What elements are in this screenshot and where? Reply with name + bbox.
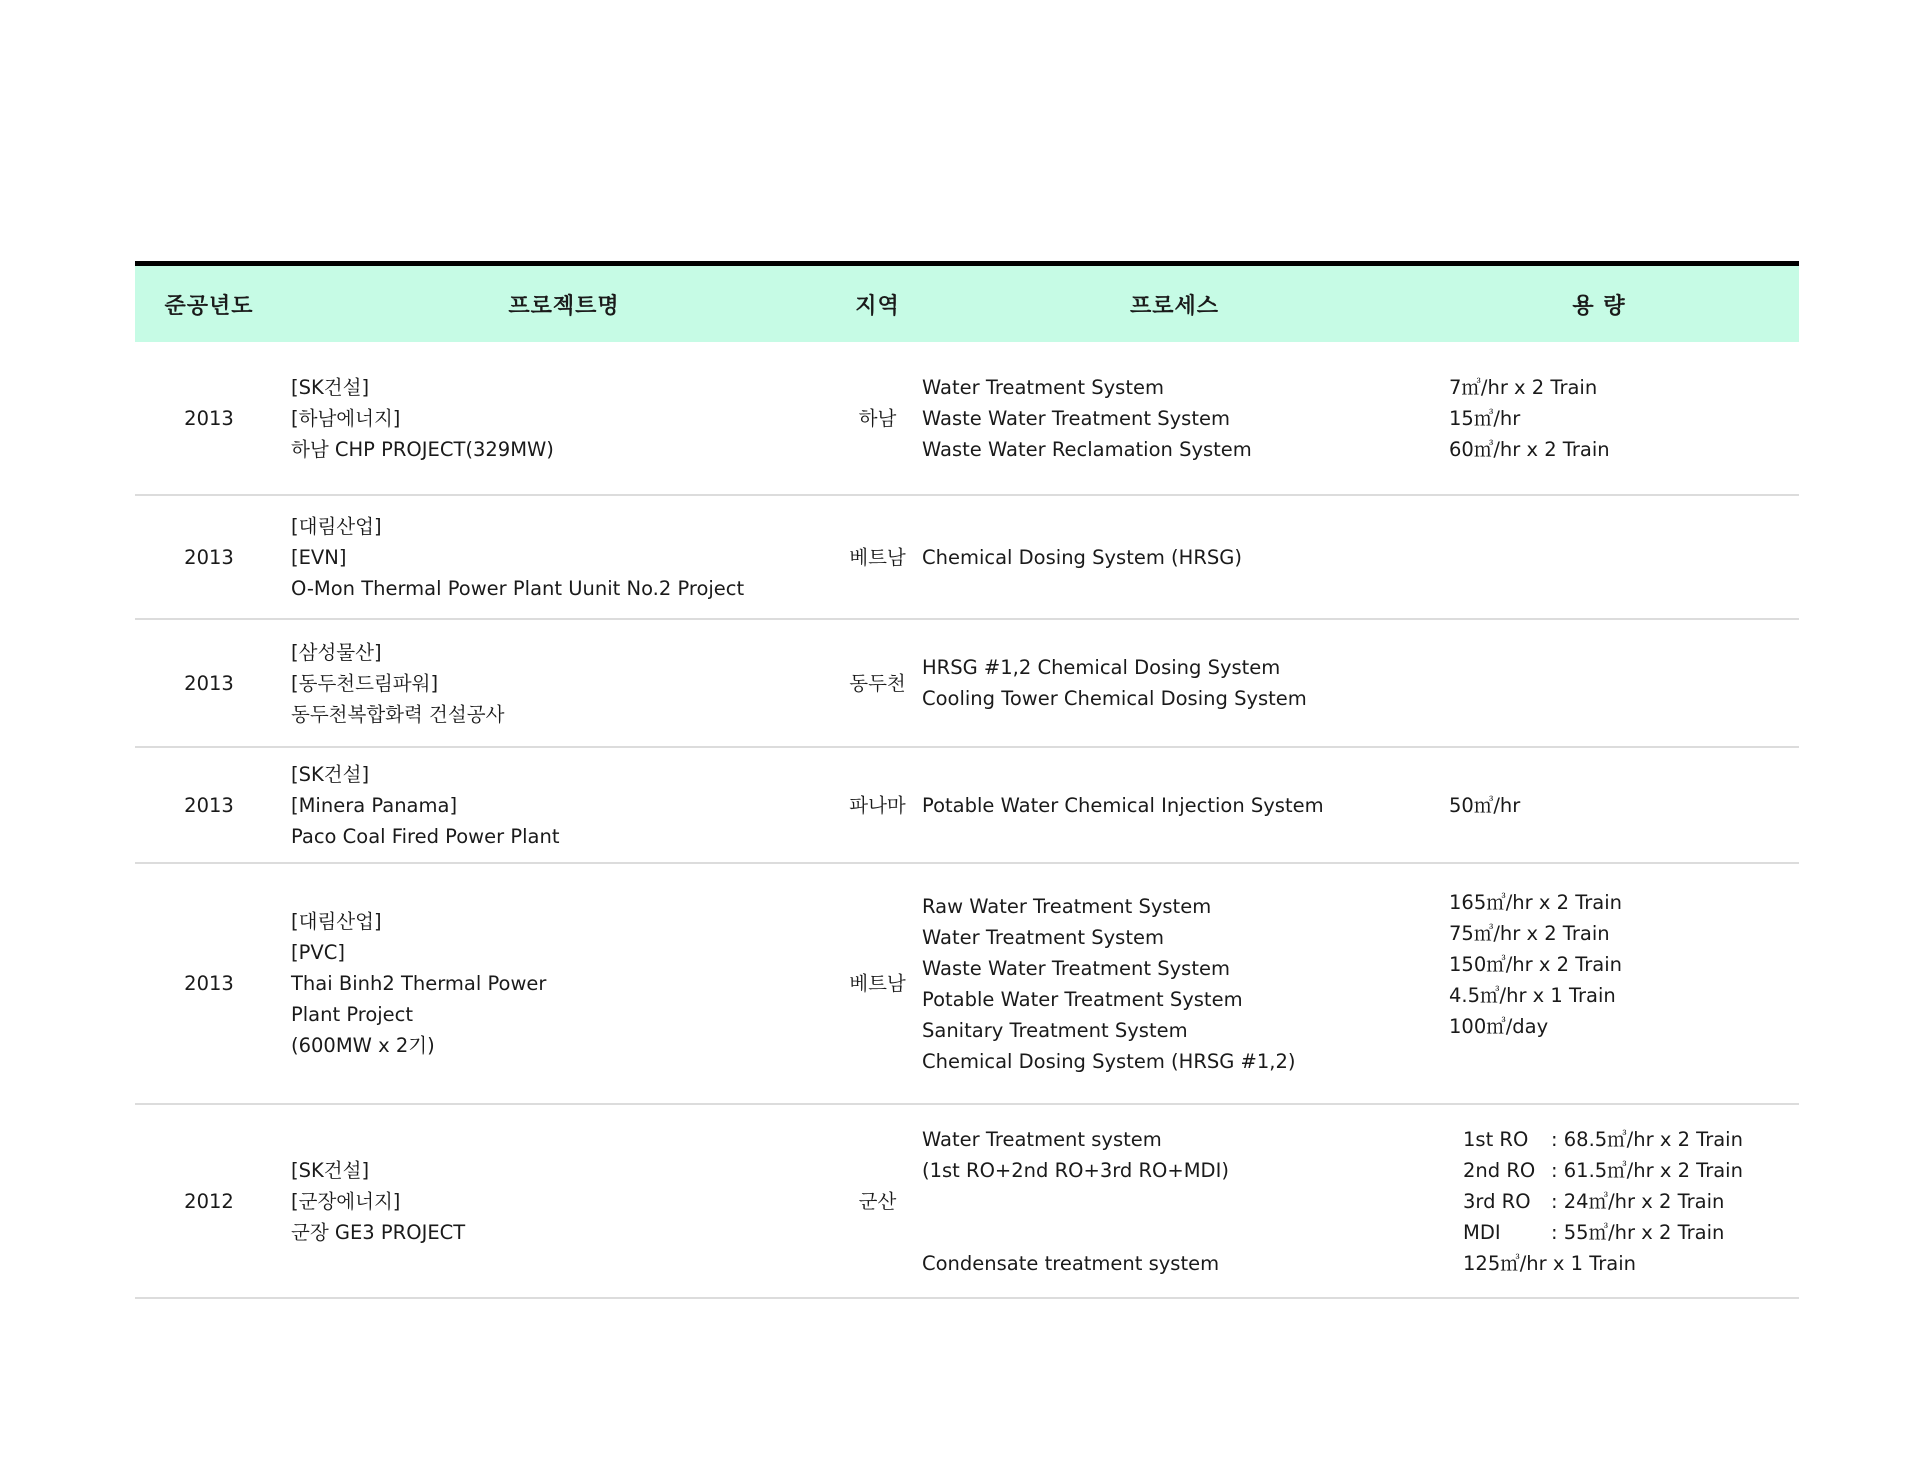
capacity-cell — [1439, 747, 1799, 863]
region-cell: 파나마 — [845, 747, 910, 863]
project-line: 동두천복합화력 건설공사 — [291, 702, 505, 726]
capacity-cell — [1439, 619, 1799, 747]
process-line: Water Treatment System — [922, 375, 1164, 399]
process-cell — [910, 1104, 1439, 1298]
capacity-stage-value: : 68.5㎥/hr x 2 Train — [1551, 1127, 1743, 1151]
process-line: Waste Water Treatment System — [922, 956, 1230, 980]
project-line: [SK건설] — [291, 375, 370, 399]
process-line: Raw Water Treatment System — [922, 894, 1212, 918]
year-cell: 2013 — [135, 495, 283, 619]
process-line: Potable Water Chemical Injection System — [922, 793, 1324, 817]
table-row — [135, 342, 1799, 495]
year-cell: 2013 — [135, 863, 283, 1104]
project-line: (600MW x 2기) — [291, 1034, 435, 1057]
region-cell: 하남 — [845, 342, 910, 495]
project-line: [EVN] — [291, 545, 347, 569]
capacity-stage-value: : 24㎥/hr x 2 Train — [1551, 1189, 1725, 1213]
process-cell — [910, 495, 1439, 619]
capacity-stage-label: 2nd RO — [1463, 1158, 1536, 1182]
process-cell — [910, 747, 1439, 863]
year-cell: 2012 — [135, 1104, 283, 1298]
process-line: Waste Water Treatment System — [922, 406, 1230, 430]
project-cell — [283, 1104, 845, 1298]
project-line: [군장에너지] — [291, 1189, 401, 1213]
project-line: 하남 CHP PROJECT(329MW) — [291, 437, 554, 461]
process-line: Chemical Dosing System (HRSG #1,2) — [922, 1049, 1296, 1073]
process-line: Cooling Tower Chemical Dosing System — [922, 687, 1307, 710]
header-process: 프로세스 — [910, 266, 1439, 342]
capacity-line: 4.5㎥/hr x 1 Train — [1449, 984, 1616, 1007]
capacity-ro-list — [1449, 1124, 1799, 1248]
project-cell — [283, 495, 845, 619]
process-line: Waste Water Reclamation System — [922, 437, 1252, 461]
capacity-stage-value: : 55㎥/hr x 2 Train — [1551, 1220, 1725, 1244]
project-line: [SK건설] — [291, 762, 370, 786]
capacity-line: 100㎥/day — [1449, 1015, 1549, 1038]
table-row — [135, 863, 1799, 1104]
project-line: [SK건설] — [291, 1158, 370, 1182]
process-cell — [910, 863, 1439, 1104]
capacity-line: 50㎥/hr — [1449, 793, 1521, 817]
capacity-stage-label: 3rd RO — [1463, 1189, 1531, 1213]
capacity-line: 15㎥/hr — [1449, 406, 1521, 430]
header-region: 지역 — [845, 266, 910, 342]
header-project: 프로젝트명 — [283, 266, 845, 342]
project-line: Thai Binh2 Thermal Power — [291, 972, 547, 995]
capacity-line: 7㎥/hr x 2 Train — [1449, 375, 1598, 399]
capacity-line: 125㎥/hr x 1 Train — [1463, 1251, 1636, 1275]
project-line: [대림산업] — [291, 910, 382, 933]
header-capacity: 용 량 — [1439, 266, 1799, 342]
process-line: Potable Water Treatment System — [922, 987, 1243, 1011]
region-cell: 베트남 — [845, 495, 910, 619]
process-line: HRSG #1,2 Chemical Dosing System — [922, 656, 1281, 679]
project-line: 군장 GE3 PROJECT — [291, 1220, 466, 1244]
capacity-line: 165㎥/hr x 2 Train — [1449, 891, 1622, 914]
header-year: 준공년도 — [135, 266, 283, 342]
project-cell — [283, 342, 845, 495]
project-line: [PVC] — [291, 941, 345, 964]
table-row — [135, 495, 1799, 619]
year-cell: 2013 — [135, 342, 283, 495]
process-line: Water Treatment System — [922, 925, 1164, 949]
capacity-cell — [1439, 342, 1799, 495]
capacity-line: 60㎥/hr x 2 Train — [1449, 437, 1610, 461]
project-line: Paco Coal Fired Power Plant — [291, 824, 560, 848]
capacity-line: 75㎥/hr x 2 Train — [1449, 922, 1610, 945]
table-row — [135, 619, 1799, 747]
capacity-stage-label: MDI — [1463, 1220, 1501, 1244]
project-cell — [283, 619, 845, 747]
region-cell: 동두천 — [845, 619, 910, 747]
process-line: Water Treatment system — [922, 1127, 1162, 1151]
process-line: Sanitary Treatment System — [922, 1018, 1188, 1042]
table-row — [135, 747, 1799, 863]
process-cell — [910, 619, 1439, 747]
capacity-stage-value: : 61.5㎥/hr x 2 Train — [1551, 1158, 1743, 1182]
region-cell: 군산 — [845, 1104, 910, 1298]
region-cell: 베트남 — [845, 863, 910, 1104]
project-line: [하남에너지] — [291, 406, 401, 430]
year-cell: 2013 — [135, 747, 283, 863]
process-line: (1st RO+2nd RO+3rd RO+MDI) — [922, 1158, 1229, 1182]
capacity-line: 150㎥/hr x 2 Train — [1449, 953, 1622, 976]
year-cell: 2013 — [135, 619, 283, 747]
project-line: [삼성물산] — [291, 640, 382, 664]
project-line: [대림산업] — [291, 514, 382, 538]
process-spacer — [922, 1217, 1439, 1248]
capacity-cell — [1439, 1104, 1799, 1298]
capacity-cell — [1439, 495, 1799, 619]
capacity-cell — [1439, 863, 1799, 1104]
project-line: Plant Project — [291, 1003, 414, 1026]
table-row — [135, 1104, 1799, 1298]
table-header-row — [135, 266, 1799, 342]
project-reference-table — [135, 266, 1799, 1299]
project-line: [동두천드림파워] — [291, 671, 439, 695]
project-reference-table-container — [135, 261, 1799, 1299]
process-spacer — [922, 1186, 1439, 1217]
process-cell — [910, 342, 1439, 495]
process-line: Condensate treatment system — [922, 1251, 1220, 1275]
project-line: [Minera Panama] — [291, 793, 458, 817]
capacity-stage-label: 1st RO — [1463, 1127, 1529, 1151]
process-line: Chemical Dosing System (HRSG) — [922, 545, 1242, 569]
project-line: O-Mon Thermal Power Plant Uunit No.2 Project — [291, 576, 745, 600]
project-cell — [283, 863, 845, 1104]
project-cell — [283, 747, 845, 863]
